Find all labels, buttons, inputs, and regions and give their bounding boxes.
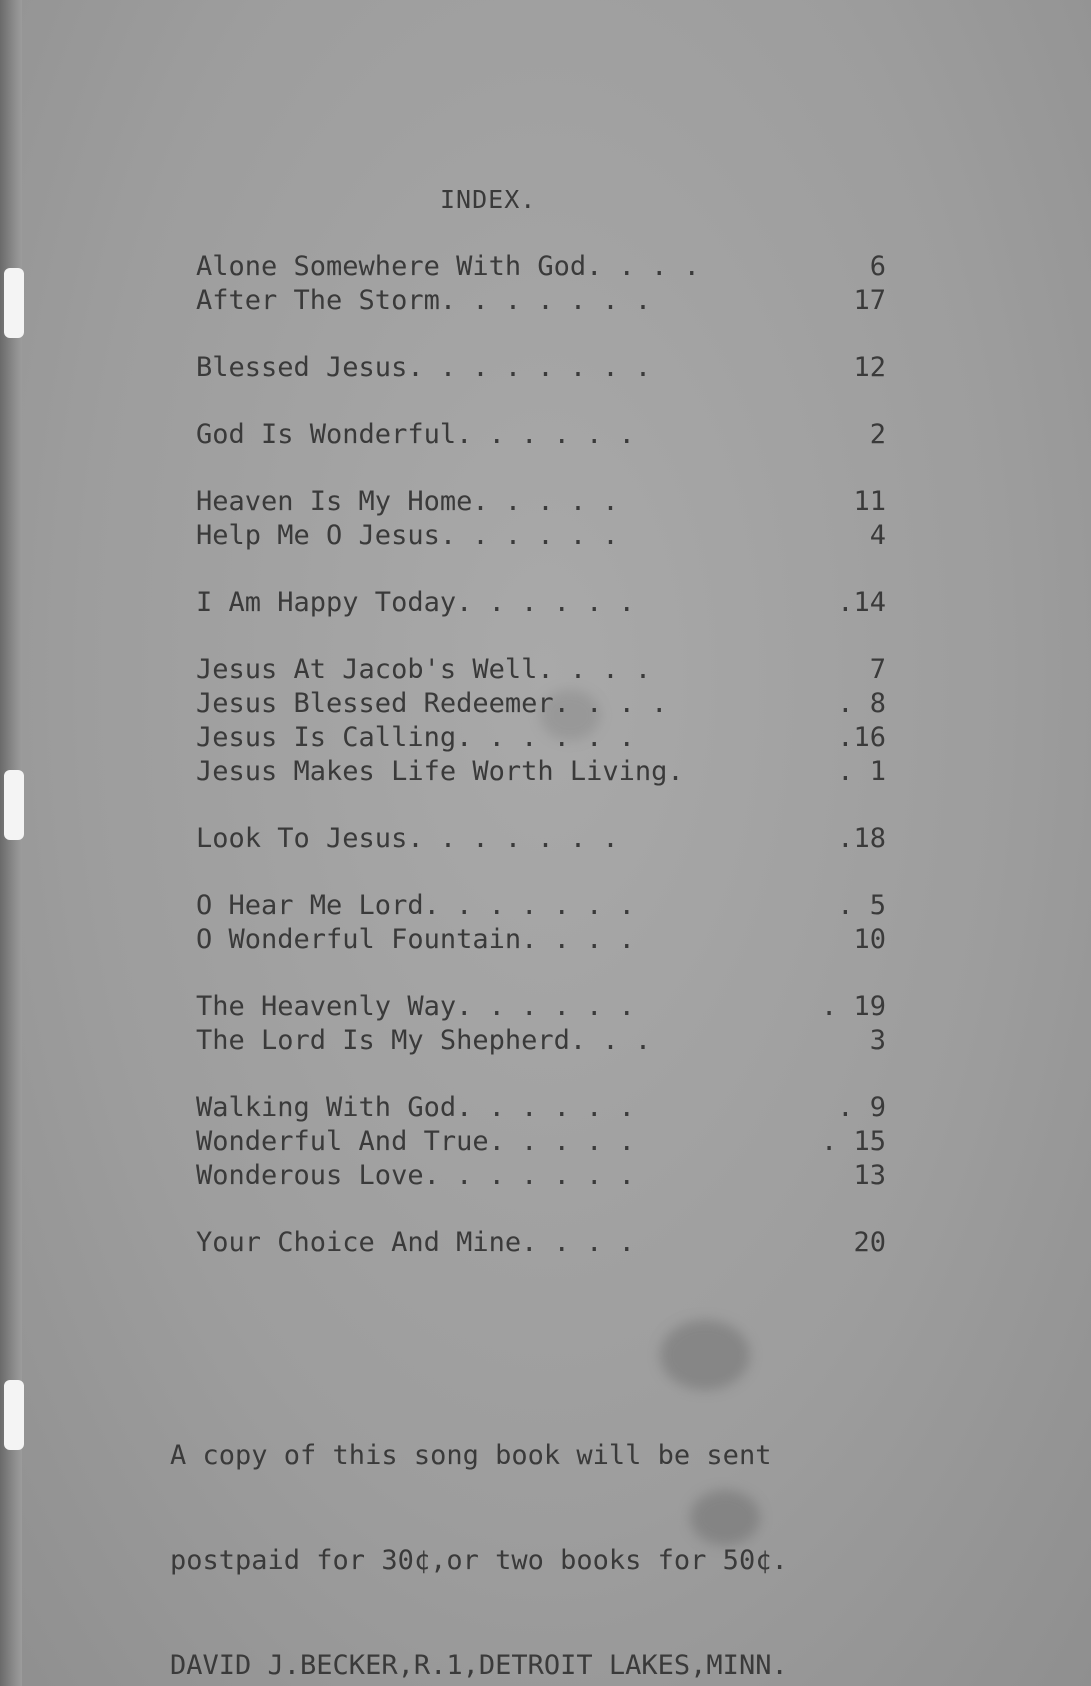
page-number: 11	[853, 486, 886, 517]
index-entry	[196, 1024, 886, 1058]
index-entry	[196, 721, 886, 755]
index-list	[196, 250, 886, 1293]
song-title: Blessed Jesus. . . . . . . .	[196, 352, 652, 383]
song-title: Jesus Blessed Redeemer. . . .	[196, 688, 668, 719]
index-entry	[196, 1125, 886, 1159]
page-number: .18	[837, 823, 886, 854]
index-group	[196, 990, 886, 1058]
song-title: O Wonderful Fountain. . . .	[196, 924, 635, 955]
song-title: Look To Jesus. . . . . . .	[196, 823, 619, 854]
song-title: Jesus At Jacob's Well. . . .	[196, 654, 652, 685]
order-notice-line: postpaid for 30¢,or two books for 50¢.	[170, 1545, 788, 1576]
index-entry	[196, 923, 886, 957]
page-number: . 9	[837, 1092, 886, 1123]
index-group	[196, 485, 886, 553]
song-title: Your Choice And Mine. . . .	[196, 1227, 635, 1258]
index-heading: INDEX.	[440, 185, 537, 214]
song-title: Wonderous Love. . . . . . .	[196, 1160, 635, 1191]
song-title: Wonderful And True. . . . .	[196, 1126, 635, 1157]
song-title: Jesus Makes Life Worth Living.	[196, 756, 684, 787]
index-entry	[196, 1226, 886, 1260]
song-title: Help Me O Jesus. . . . . .	[196, 520, 619, 551]
song-title: Heaven Is My Home. . . . .	[196, 486, 619, 517]
song-title: Alone Somewhere With God. . . .	[196, 251, 700, 282]
staple-hole-top	[4, 268, 24, 338]
index-group	[196, 586, 886, 620]
page-number: 12	[853, 352, 886, 383]
song-title: After The Storm. . . . . . .	[196, 285, 652, 316]
index-group	[196, 418, 886, 452]
index-group	[196, 1091, 886, 1193]
page-number: 3	[869, 1025, 886, 1056]
page-number: . 1	[837, 756, 886, 787]
page-number: 13	[853, 1160, 886, 1191]
song-title: O Hear Me Lord. . . . . . .	[196, 890, 635, 921]
index-entry	[196, 1091, 886, 1125]
page-number: 20	[853, 1227, 886, 1258]
index-group	[196, 351, 886, 385]
index-group	[196, 1226, 886, 1260]
order-notice	[170, 1368, 950, 1686]
index-entry	[196, 351, 886, 385]
index-group	[196, 822, 886, 856]
song-title: God Is Wonderful. . . . . .	[196, 419, 635, 450]
index-entry	[196, 418, 886, 452]
song-title: The Heavenly Way. . . . . .	[196, 991, 635, 1022]
index-group	[196, 250, 886, 318]
staple-hole-bottom	[4, 1380, 24, 1450]
page-number: 7	[869, 654, 886, 685]
index-entry	[196, 755, 886, 789]
index-entry	[196, 586, 886, 620]
page-number: 4	[869, 520, 886, 551]
index-entry	[196, 250, 886, 284]
page-number: 6	[869, 251, 886, 282]
index-entry	[196, 1159, 886, 1193]
index-group	[196, 653, 886, 789]
index-entry	[196, 687, 886, 721]
page-number: 2	[869, 419, 886, 450]
page-number: . 15	[820, 1126, 886, 1157]
index-entry	[196, 485, 886, 519]
index-entry	[196, 990, 886, 1024]
page-number: .14	[837, 587, 886, 618]
index-entry	[196, 653, 886, 687]
index-entry	[196, 822, 886, 856]
index-entry	[196, 519, 886, 553]
song-title: The Lord Is My Shepherd. . .	[196, 1025, 652, 1056]
index-entry	[196, 889, 886, 923]
order-notice-line: A copy of this song book will be sent	[170, 1440, 772, 1471]
song-title: Walking With God. . . . . .	[196, 1092, 635, 1123]
page-number: . 8	[837, 688, 886, 719]
page-number: .16	[837, 722, 886, 753]
page-number: . 5	[837, 890, 886, 921]
song-title: Jesus Is Calling. . . . . .	[196, 722, 635, 753]
song-title: I Am Happy Today. . . . . .	[196, 587, 635, 618]
order-notice-line: DAVID J.BECKER,R.1,DETROIT LAKES,MINN.	[170, 1650, 788, 1681]
index-entry	[196, 284, 886, 318]
index-group	[196, 889, 886, 957]
page-number: 10	[853, 924, 886, 955]
page-number: 17	[853, 285, 886, 316]
staple-hole-middle	[4, 770, 24, 840]
page-number: . 19	[820, 991, 886, 1022]
